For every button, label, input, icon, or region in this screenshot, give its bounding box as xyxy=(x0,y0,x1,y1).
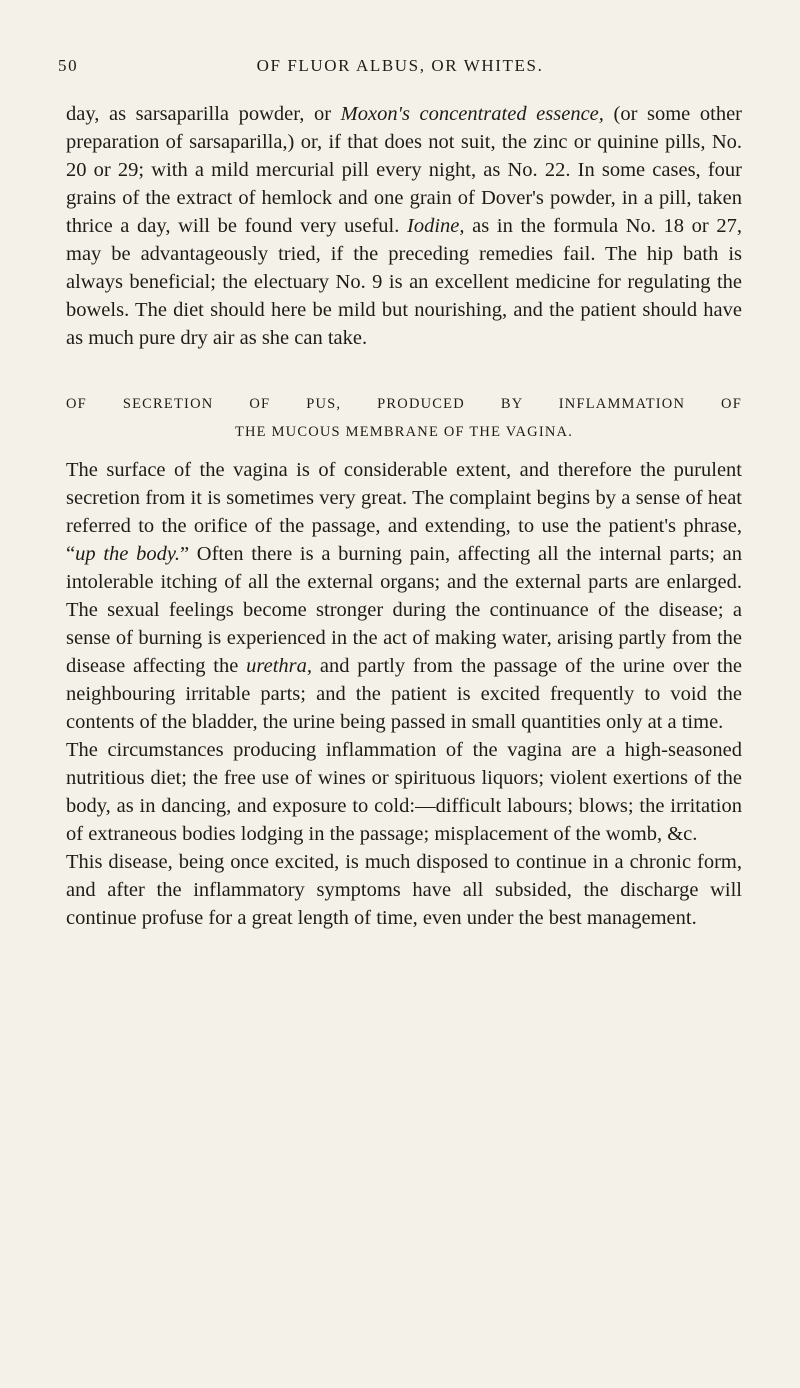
text-run: and partly from the passage of the urine over the neighbouring irritable parts; and the patient is excited frequently to void the contents of the bladder, the urine being passed in small quantities only at a time. xyxy=(66,655,742,733)
text-run: ” Often there is a burning pain, affecting all the internal parts; an intolerable itching of all the external organs; and the external parts are enlarged. The sexual feelings become stronger during the continuance of the disease; a sense of burning is experienced in the act of making water, arising partly from the disease affecting the xyxy=(66,543,742,677)
paragraph-4: This disease, being once excited, is much disposed to continue in a chronic form, and after the inflammatory symptoms have all subsided, the discharge will continue profuse for a great length of time, even under the best management. xyxy=(66,851,742,929)
section-heading xyxy=(66,390,742,446)
page-number: 50 xyxy=(58,56,79,75)
italic-run: Iodine, xyxy=(407,215,465,237)
section-heading-line-2: THE MUCOUS MEMBRANE OF THE VAGINA. xyxy=(234,424,574,440)
paragraph-3: The circumstances producing inflammation of the vagina are a high-seasoned nutritious diet; the free use of wines or spirituous liquors; violent exertions of the body, as in dancing, and exposure to cold:—difficult labours; blows; the irritation of extraneous bodies lodging in the passage; misplacement of the womb, &c. xyxy=(66,739,742,845)
text-run: day, as sarsaparilla powder, or xyxy=(66,103,341,125)
page-header xyxy=(0,56,800,86)
italic-run: Moxon's concentrated essence, xyxy=(340,103,604,125)
running-title: OF FLUOR ALBUS, OR WHITES. xyxy=(256,56,544,75)
text-run: as in the formula No. 18 or 27, may be advantageously tried, if the preceding remedies fail. The hip bath is always beneficial; the electuary No. 9 is an excellent medicine for regulating the bowels. The diet should here be mild but nourishing, and the patient should have as much pure dry air as she can take. xyxy=(66,215,742,349)
text-run: (or some other preparation of sarsaparilla,) or, if that does not suit, the zinc or quinine pills, No. 20 or 29; with a mild mercurial pill every night, as No. 22. In some cases, four grains of the extract of hemlock and one grain of Dover's powder, in a pill, taken thrice a day, will be found very useful. xyxy=(66,103,743,237)
italic-run: up the body. xyxy=(75,543,180,565)
page-body xyxy=(66,100,742,932)
text-run: The surface of the vagina is of considerable extent, and therefore the purulent secretion from it is sometimes very great. The complaint begins by a sense of heat referred to the orifice of the passage, and extending, to use the patient's phrase, “ xyxy=(66,459,742,565)
section-heading-line-1: OF SECRETION OF PUS, PRODUCED BY INFLAMMATION OF xyxy=(66,396,742,412)
paragraph-1 xyxy=(66,100,742,352)
italic-run: urethra, xyxy=(246,655,313,677)
paragraph-2 xyxy=(66,456,742,736)
